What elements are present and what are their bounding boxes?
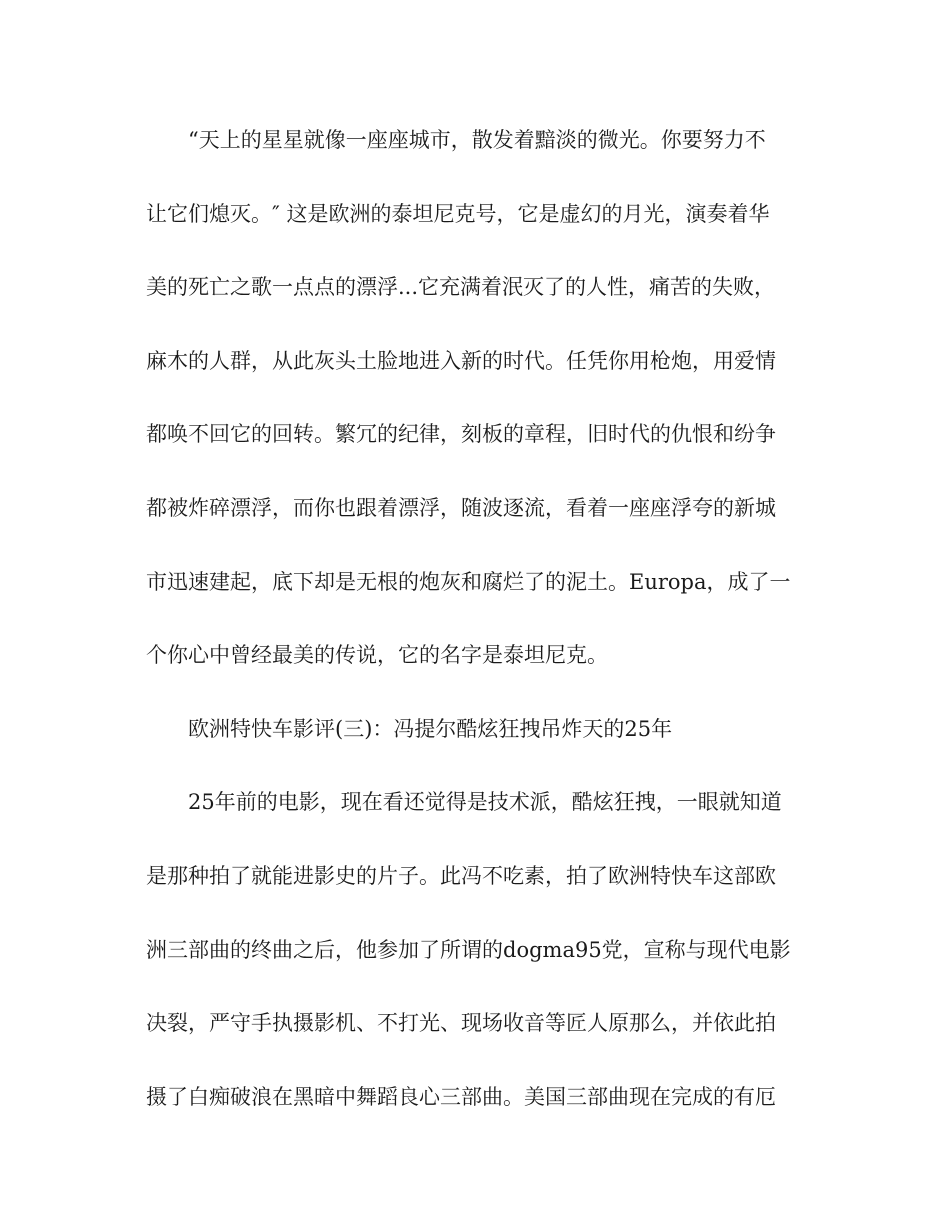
paragraph-line: 都被炸碎漂浮，而你也跟着漂浮，随波逐流，看着一座座浮夸的新城 — [146, 495, 776, 520]
paragraph-line: 个你心中曾经最美的传说，它的名字是泰坦尼克。 — [146, 643, 608, 668]
paragraph-line: 都唤不回它的回转。繁冗的纪律，刻板的章程，旧时代的仇恨和纷争 — [146, 422, 776, 447]
paragraph-line: “天上的星星就像一座座城市，散发着黯淡的微光。你要努力不 — [188, 128, 766, 152]
paragraph-line: 市迅速建起，底下却是无根的炮灰和腐烂了的泥土。Europa，成了一 — [146, 569, 791, 594]
body-text — [146, 122, 806, 1152]
paragraph-line: 25年前的电影，现在看还觉得是技术派，酷炫狂拽，一眼就知道 — [188, 790, 782, 815]
paragraph-line: 决裂，严守手执摄影机、不打光、现场收音等匠人原那么，并依此拍 — [146, 1011, 776, 1036]
paragraph-line: 麻木的人群，从此灰头土脸地进入新的时代。任凭你用枪炮，用爱情 — [146, 348, 776, 373]
paragraph-line: 摄了白痴破浪在黑暗中舞蹈良心三部曲。美国三部曲现在完成的有厄 — [146, 1084, 776, 1109]
paragraph-line: 是那种拍了就能进影史的片子。此冯不吃素，拍了欧洲特快车这部欧 — [146, 863, 776, 888]
paragraph-line: 让它们熄灭。″ 这是欧洲的泰坦尼克号，它是虚幻的月光，演奏着华 — [146, 201, 770, 226]
paragraph-line: 洲三部曲的终曲之后，他参加了所谓的dogma95党，宣称与现代电影 — [146, 937, 791, 962]
paragraph-line: 美的死亡之歌一点点的漂浮...它充满着泯灭了的人性，痛苦的失败， — [146, 275, 776, 300]
section-heading: 欧洲特快车影评(三)：冯提尔酷炫狂拽吊炸天的25年 — [188, 716, 673, 741]
